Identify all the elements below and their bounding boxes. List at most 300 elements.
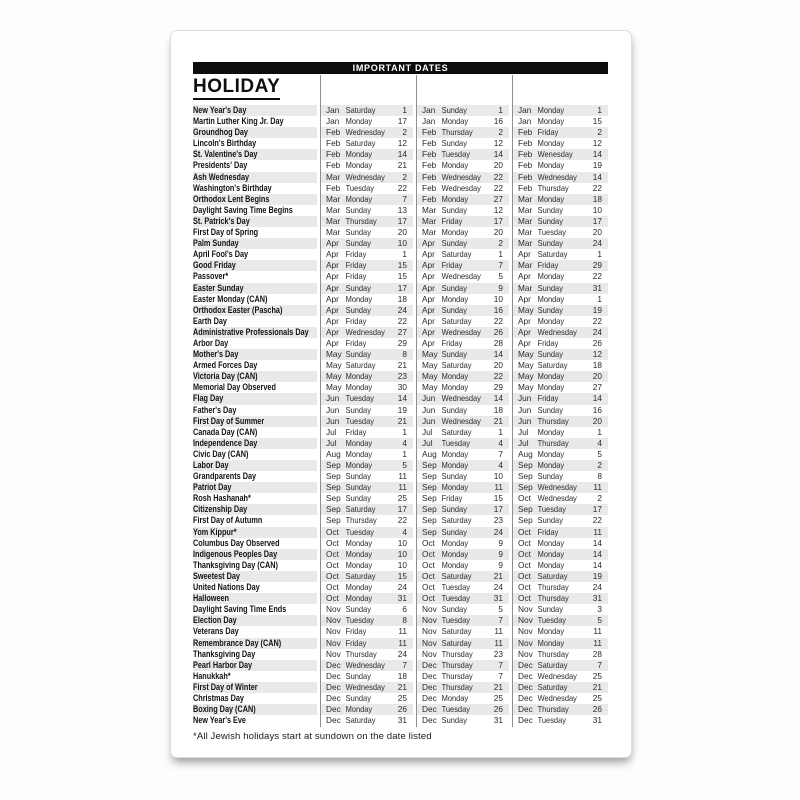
weekday-label: Monday xyxy=(441,559,469,570)
month-label: Dec xyxy=(326,704,341,715)
year-column-2-entry xyxy=(416,560,509,571)
weekday-label: Monday xyxy=(345,704,373,715)
weekday-label: Friday xyxy=(345,271,367,282)
month-label: Apr xyxy=(326,238,339,249)
date-number: 17 xyxy=(592,504,602,515)
weekday-label: Monday xyxy=(537,193,565,204)
weekday-label: Friday xyxy=(441,337,463,348)
year-column-2-entry xyxy=(416,271,509,282)
planner-page xyxy=(170,30,632,758)
year-column-2-entry xyxy=(416,604,509,615)
date-number: 20 xyxy=(592,227,602,238)
month-label: May xyxy=(326,371,342,382)
date-number: 4 xyxy=(597,437,602,448)
weekday-label: Thursday xyxy=(441,648,473,659)
year-column-3-entry xyxy=(512,604,608,615)
weekday-label: Sunday xyxy=(537,204,563,215)
holiday-name-label: Good Friday xyxy=(193,260,236,271)
date-number: 22 xyxy=(397,182,407,193)
weekday-label: Wednesday xyxy=(537,482,577,493)
year-column-1-entry xyxy=(320,349,413,360)
date-number: 29 xyxy=(493,382,503,393)
weekday-label: Monday xyxy=(537,371,565,382)
year-column-1-entry xyxy=(320,560,413,571)
weekday-label: Monday xyxy=(537,382,565,393)
weekday-label: Monday xyxy=(345,193,373,204)
weekday-label: Saturday xyxy=(537,659,568,670)
weekday-label: Monday xyxy=(345,160,373,171)
holiday-name xyxy=(193,504,317,515)
weekday-label: Monday xyxy=(441,382,469,393)
date-number: 24 xyxy=(397,648,407,659)
date-number: 18 xyxy=(397,293,407,304)
year-column-2-entry xyxy=(416,527,509,538)
date-number: 25 xyxy=(493,692,503,703)
table-row xyxy=(193,416,608,427)
holiday-name-label: Daylight Saving Time Ends xyxy=(193,604,287,615)
month-label: Jan xyxy=(518,116,532,127)
date-number: 20 xyxy=(592,371,602,382)
year-column-1-entry xyxy=(320,271,413,282)
month-label: Jan xyxy=(422,116,436,127)
year-column-1-entry xyxy=(320,626,413,637)
year-column-2-entry xyxy=(416,160,509,171)
holiday-name xyxy=(193,371,317,382)
date-number: 20 xyxy=(493,360,503,371)
month-label: Mar xyxy=(326,171,341,182)
month-label: Nov xyxy=(422,626,437,637)
weekday-label: Saturday xyxy=(441,637,472,648)
weekday-label: Sunday xyxy=(441,504,467,515)
month-label: Feb xyxy=(518,171,533,182)
date-number: 21 xyxy=(397,360,407,371)
table-row xyxy=(193,316,608,327)
year-column-3-entry xyxy=(512,216,608,227)
holiday-name xyxy=(193,393,317,404)
year-column-2-entry xyxy=(416,615,509,626)
year-column-2-entry xyxy=(416,549,509,560)
holiday-name xyxy=(193,549,317,560)
year-column-2-entry xyxy=(416,194,509,205)
year-column-1-entry xyxy=(320,604,413,615)
weekday-label: Saturday xyxy=(345,138,376,149)
table-row xyxy=(193,238,608,249)
year-column-3-entry xyxy=(512,271,608,282)
month-label: Sep xyxy=(326,460,341,470)
table-row xyxy=(193,283,608,294)
date-number: 19 xyxy=(592,304,602,315)
year-column-3-entry xyxy=(512,105,608,116)
holiday-table xyxy=(193,105,608,727)
month-label: Jan xyxy=(326,116,340,127)
table-row xyxy=(193,604,608,615)
year-column-3-entry xyxy=(512,427,608,438)
date-number: 18 xyxy=(493,404,503,415)
date-number: 16 xyxy=(592,404,602,415)
month-label: Dec xyxy=(326,681,341,692)
weekday-label: Saturday xyxy=(345,504,376,515)
holiday-name xyxy=(193,493,317,504)
year-column-2-entry xyxy=(416,671,509,682)
year-column-2-entry xyxy=(416,582,509,593)
date-number: 11 xyxy=(494,637,503,648)
month-label: Nov xyxy=(326,626,341,637)
holiday-name-label: Armed Forces Day xyxy=(193,360,258,371)
weekday-label: Wednesday xyxy=(441,326,481,337)
date-number: 10 xyxy=(493,293,503,304)
year-column-2-entry xyxy=(416,427,509,438)
month-label: Apr xyxy=(422,315,435,326)
month-label: Feb xyxy=(422,138,437,149)
date-number: 1 xyxy=(402,448,407,459)
date-number: 26 xyxy=(493,704,503,715)
holiday-section-title: HOLIDAY xyxy=(193,76,280,100)
date-number: 24 xyxy=(592,326,602,337)
date-number: 31 xyxy=(493,593,503,604)
weekday-label: Wenesday xyxy=(537,149,573,160)
month-label: Dec xyxy=(518,670,533,681)
month-label: Mar xyxy=(518,204,533,215)
holiday-name xyxy=(193,316,317,327)
weekday-label: Monday xyxy=(537,138,565,149)
year-column-2-entry xyxy=(416,660,509,671)
year-column-1-entry xyxy=(320,482,413,493)
holiday-name xyxy=(193,360,317,371)
holiday-name-label: First Day of Autumn xyxy=(193,515,263,526)
date-number: 11 xyxy=(494,626,503,637)
month-label: Nov xyxy=(326,615,341,626)
weekday-label: Monday xyxy=(537,448,565,459)
year-column-3-entry xyxy=(512,571,608,582)
holiday-name xyxy=(193,582,317,593)
year-column-2-entry xyxy=(416,438,509,449)
table-row xyxy=(193,227,608,238)
weekday-label: Tuesday xyxy=(441,149,470,160)
date-number: 24 xyxy=(493,582,503,593)
date-number: 22 xyxy=(592,271,602,282)
year-column-3-entry xyxy=(512,371,608,382)
date-number: 14 xyxy=(592,171,602,182)
date-number: 26 xyxy=(592,337,602,348)
holiday-name xyxy=(193,649,317,660)
date-number: 11 xyxy=(593,637,602,648)
month-label: Jun xyxy=(518,415,532,426)
holiday-name xyxy=(193,216,317,227)
holiday-name xyxy=(193,382,317,393)
weekday-label: Saturday xyxy=(345,715,376,726)
date-number: 20 xyxy=(493,160,503,171)
weekday-label: Thursday xyxy=(441,670,473,681)
date-number: 30 xyxy=(397,382,407,393)
year-column-1-entry xyxy=(320,149,413,160)
holiday-name xyxy=(193,116,317,127)
year-column-1-entry xyxy=(320,127,413,138)
year-column-3-entry xyxy=(512,360,608,371)
year-column-3-entry xyxy=(512,538,608,549)
month-label: Apr xyxy=(422,271,435,282)
table-row xyxy=(193,160,608,171)
holiday-name xyxy=(193,593,317,604)
year-column-1-entry xyxy=(320,704,413,715)
date-number: 21 xyxy=(493,681,503,692)
month-label: Jun xyxy=(422,404,436,415)
weekday-label: Friday xyxy=(441,215,463,226)
year-column-1-entry xyxy=(320,493,413,504)
holiday-name-label: Columbus Day Observed xyxy=(193,537,280,548)
year-column-1-entry xyxy=(320,471,413,482)
month-label: Oct xyxy=(422,570,435,581)
weekday-label: Sunday xyxy=(441,471,467,482)
holiday-name xyxy=(193,327,317,338)
year-column-2-entry xyxy=(416,638,509,649)
date-number: 9 xyxy=(498,559,503,570)
table-row xyxy=(193,582,608,593)
month-label: Mar xyxy=(422,204,437,215)
rows-host xyxy=(193,105,608,726)
table-row xyxy=(193,205,608,216)
weekday-label: Sunday xyxy=(537,404,563,415)
year-column-1-entry xyxy=(320,360,413,371)
month-label: Oct xyxy=(518,570,531,581)
month-label: Feb xyxy=(326,182,341,193)
date-number: 31 xyxy=(493,715,503,726)
holiday-name xyxy=(193,560,317,571)
date-number: 7 xyxy=(498,260,503,271)
month-label: Jun xyxy=(326,415,340,426)
weekday-label: Monday xyxy=(345,116,373,127)
month-label: May xyxy=(518,371,534,382)
weekday-label: Monday xyxy=(441,160,469,171)
year-column-1-entry xyxy=(320,593,413,604)
year-column-2-entry xyxy=(416,316,509,327)
year-column-3-entry xyxy=(512,660,608,671)
holiday-name xyxy=(193,471,317,482)
date-number: 17 xyxy=(397,282,407,293)
holiday-name-label: April Fool's Day xyxy=(193,249,249,260)
weekday-label: Monday xyxy=(537,559,565,570)
table-row xyxy=(193,504,608,515)
month-label: Jan xyxy=(422,105,436,115)
holiday-name-label: Daylight Saving Time Begins xyxy=(193,204,293,215)
table-row xyxy=(193,571,608,582)
table-row xyxy=(193,649,608,660)
date-number: 14 xyxy=(493,349,503,360)
table-row xyxy=(193,471,608,482)
year-column-1-entry xyxy=(320,682,413,693)
table-row xyxy=(193,438,608,449)
year-column-1-entry xyxy=(320,405,413,416)
holiday-name-label: Arbor Day xyxy=(193,337,229,348)
weekday-label: Monday xyxy=(441,537,469,548)
month-label: Jul xyxy=(518,437,529,448)
month-label: Apr xyxy=(422,238,435,249)
weekday-label: Monday xyxy=(345,371,373,382)
weekday-label: Sunday xyxy=(537,471,563,482)
month-label: Jun xyxy=(422,415,436,426)
year-column-1-entry xyxy=(320,338,413,349)
weekday-label: Sunday xyxy=(441,204,467,215)
month-label: Dec xyxy=(326,692,341,703)
weekday-label: Monday xyxy=(441,482,469,493)
date-number: 31 xyxy=(397,715,407,726)
holiday-name-label: Groundhog Day xyxy=(193,127,248,138)
weekday-label: Sunday xyxy=(345,282,371,293)
holiday-name-label: Christmas Day xyxy=(193,692,244,703)
month-label: Nov xyxy=(518,604,533,615)
holiday-name xyxy=(193,149,317,160)
month-label: Apr xyxy=(326,304,339,315)
weekday-label: Saturday xyxy=(441,426,472,437)
holiday-name xyxy=(193,638,317,649)
weekday-label: Tuesday xyxy=(537,504,566,515)
date-number: 10 xyxy=(493,471,503,482)
month-label: Apr xyxy=(422,249,435,260)
year-column-2-entry xyxy=(416,149,509,160)
holiday-name-label: Grandparents Day xyxy=(193,471,257,482)
year-column-1-entry xyxy=(320,305,413,316)
month-label: Feb xyxy=(326,138,341,149)
weekday-label: Sunday xyxy=(441,105,467,115)
weekday-label: Tuesday xyxy=(537,615,566,626)
year-column-1-entry xyxy=(320,160,413,171)
year-column-3-entry xyxy=(512,327,608,338)
table-row xyxy=(193,116,608,127)
month-label: Dec xyxy=(422,681,437,692)
date-number: 7 xyxy=(402,193,407,204)
year-column-1-entry xyxy=(320,371,413,382)
weekday-label: Wednesday xyxy=(441,393,481,404)
date-number: 22 xyxy=(493,182,503,193)
date-number: 14 xyxy=(592,559,602,570)
year-column-2-entry xyxy=(416,504,509,515)
month-label: Feb xyxy=(326,160,341,171)
weekday-label: Monday xyxy=(441,116,469,127)
weekday-label: Monday xyxy=(537,293,565,304)
date-number: 8 xyxy=(597,471,602,482)
date-number: 12 xyxy=(592,349,602,360)
month-label: Sep xyxy=(326,504,341,515)
holiday-name-label: Passover* xyxy=(193,271,229,282)
holiday-name-label: Remembrance Day (CAN) xyxy=(193,637,282,648)
date-number: 25 xyxy=(397,692,407,703)
year-column-1-entry xyxy=(320,504,413,515)
month-label: Mar xyxy=(422,215,437,226)
weekday-label: Monday xyxy=(345,149,373,160)
month-label: Dec xyxy=(518,659,533,670)
month-label: Sep xyxy=(422,482,437,493)
weekday-label: Monday xyxy=(441,371,469,382)
month-label: Dec xyxy=(518,692,533,703)
weekday-label: Saturday xyxy=(537,360,568,371)
date-number: 31 xyxy=(397,593,407,604)
date-number: 7 xyxy=(498,670,503,681)
date-number: 15 xyxy=(397,570,407,581)
date-number: 20 xyxy=(493,227,503,238)
month-label: Dec xyxy=(422,704,437,715)
month-label: Mar xyxy=(518,260,533,271)
month-label: Oct xyxy=(326,559,339,570)
month-label: Apr xyxy=(518,271,531,282)
year-column-3-entry xyxy=(512,138,608,149)
table-row xyxy=(193,393,608,404)
date-number: 7 xyxy=(498,448,503,459)
month-label: Jul xyxy=(422,426,433,437)
year-column-1-entry xyxy=(320,194,413,205)
date-number: 20 xyxy=(592,415,602,426)
weekday-label: Monday xyxy=(345,448,373,459)
month-label: Feb xyxy=(422,149,437,160)
month-label: Mar xyxy=(326,215,341,226)
month-label: Mar xyxy=(326,204,341,215)
year-column-3-entry xyxy=(512,471,608,482)
weekday-label: Sunday xyxy=(537,604,563,615)
year-column-1-entry xyxy=(320,105,413,116)
date-number: 2 xyxy=(597,127,602,138)
year-column-1-entry xyxy=(320,116,413,127)
year-column-2-entry xyxy=(416,493,509,504)
month-label: Dec xyxy=(518,681,533,692)
date-number: 21 xyxy=(397,681,407,692)
holiday-name-label: Administrative Professionals Day xyxy=(193,326,309,337)
holiday-name xyxy=(193,626,317,637)
month-label: Mar xyxy=(326,227,341,238)
holiday-name xyxy=(193,682,317,693)
weekday-label: Saturday xyxy=(537,570,568,581)
holiday-name-label: Pearl Harbor Day xyxy=(193,659,253,670)
month-label: Dec xyxy=(326,670,341,681)
date-number: 7 xyxy=(597,659,602,670)
table-row xyxy=(193,482,608,493)
date-number: 24 xyxy=(397,582,407,593)
weekday-label: Monday xyxy=(441,193,469,204)
holiday-name-label: Orthodox Lent Begins xyxy=(193,193,270,204)
month-label: Dec xyxy=(518,704,533,715)
year-column-3-entry xyxy=(512,460,608,471)
year-column-3-entry xyxy=(512,682,608,693)
year-column-2-entry xyxy=(416,715,509,726)
weekday-label: Tuesday xyxy=(537,227,566,238)
holiday-name xyxy=(193,571,317,582)
holiday-name xyxy=(193,249,317,260)
month-label: Oct xyxy=(518,526,531,537)
year-column-3-entry xyxy=(512,527,608,538)
jewish-holidays-footnote: *All Jewish holidays start at sundown on the date listed xyxy=(193,731,432,742)
date-number: 11 xyxy=(593,526,602,537)
weekday-label: Saturday xyxy=(441,249,472,260)
year-column-2-entry xyxy=(416,205,509,216)
year-column-3-entry xyxy=(512,615,608,626)
year-column-1-entry xyxy=(320,660,413,671)
year-column-1-entry xyxy=(320,205,413,216)
month-label: Sep xyxy=(518,482,533,493)
year-column-1-entry xyxy=(320,283,413,294)
date-number: 19 xyxy=(592,160,602,171)
date-number: 8 xyxy=(402,615,407,626)
year-column-1-entry xyxy=(320,416,413,427)
month-label: Sep xyxy=(422,504,437,515)
month-label: Jan xyxy=(326,105,340,115)
weekday-label: Monday xyxy=(345,293,373,304)
year-column-2-entry xyxy=(416,482,509,493)
date-number: 13 xyxy=(397,204,407,215)
weekday-label: Monday xyxy=(441,548,469,559)
holiday-name-label: Mother's Day xyxy=(193,349,239,360)
weekday-label: Sunday xyxy=(537,215,563,226)
weekday-label: Thursday xyxy=(441,681,473,692)
date-number: 27 xyxy=(592,382,602,393)
date-number: 18 xyxy=(592,360,602,371)
month-label: Jul xyxy=(518,426,529,437)
